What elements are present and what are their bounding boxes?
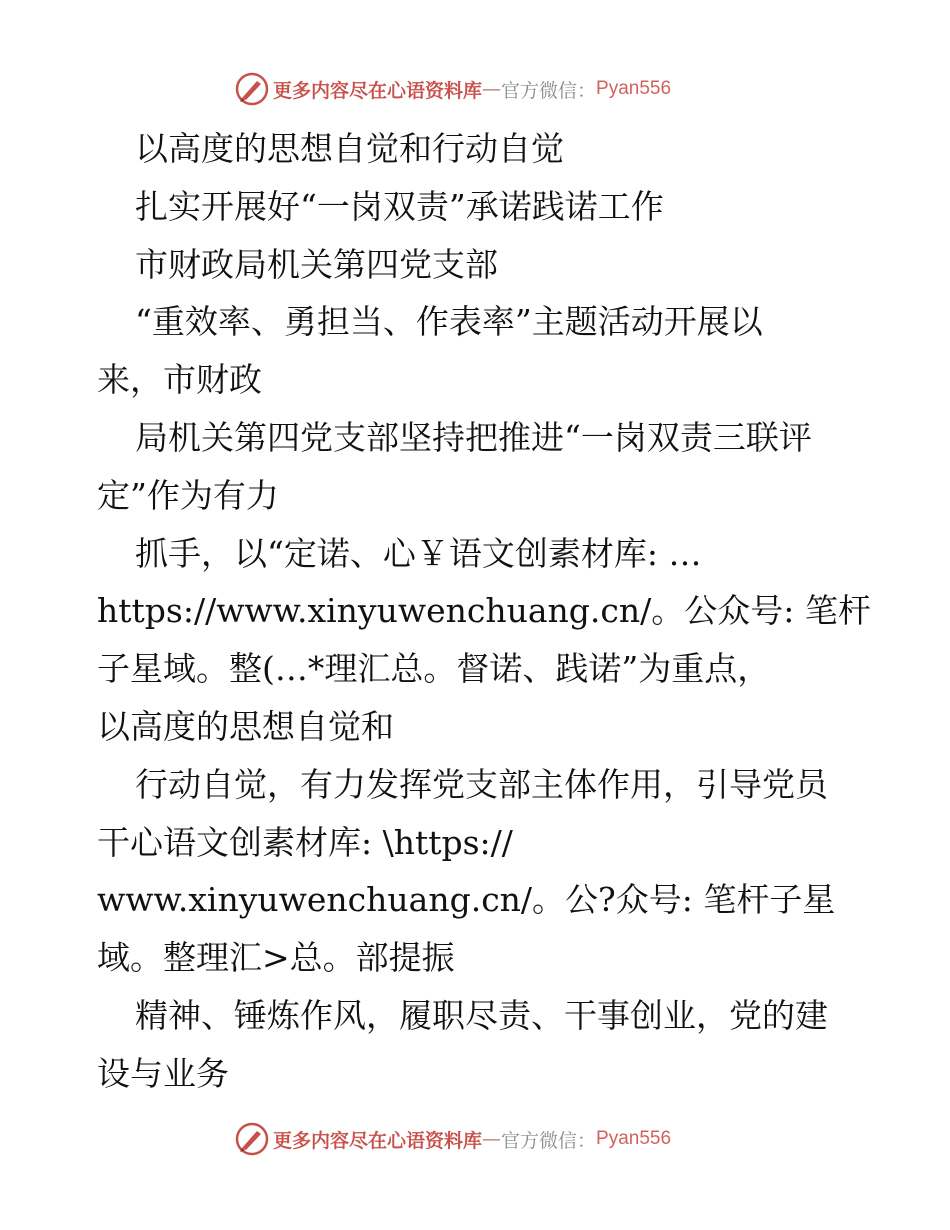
text-line: 精神、锤炼作风，履职尽责、干事创业，党的建 xyxy=(135,995,828,1035)
text-line: 市财政局机关第四党支部 xyxy=(135,244,498,284)
text-line: 域。整理汇>总。部提振 xyxy=(97,938,455,978)
footer-wechat-label: 官方微信： xyxy=(501,1129,597,1152)
text-line: 设与业务 xyxy=(97,1053,229,1093)
header-banner xyxy=(235,72,715,106)
text-line: 抓手，以“定诺、心￥语文创素材库: … xyxy=(135,533,702,573)
footer-wechat-id: Pyan556 xyxy=(596,1128,672,1149)
text-line: 以高度的思想自觉和行动自觉 xyxy=(135,129,564,168)
footer-brand-text: 更多内容尽在心语资料库 xyxy=(273,1129,483,1152)
text-line: 干心语文创素材库: \https:// xyxy=(97,822,513,862)
text-line: 定”作为有力 xyxy=(97,475,279,515)
footer-separator: — xyxy=(482,1128,502,1150)
text-line: 行动自觉，有力发挥党支部主体作用，引导党员 xyxy=(135,764,828,804)
text-line: 局机关第四党支部坚持把推进“一岗双责三联评 xyxy=(135,417,812,457)
pen-logo-icon xyxy=(235,72,269,106)
text-line: 以高度的思想自觉和 xyxy=(97,706,394,746)
pen-logo-icon xyxy=(235,1122,269,1156)
document-body xyxy=(97,120,871,1103)
text-line: https://www.xinyuwenchuang.cn/。公众号: 笔杆 xyxy=(97,591,871,631)
text-line: 来，市财政 xyxy=(97,360,262,400)
text-line: 扎实开展好“一岗双责”承诺践诺工作 xyxy=(135,186,664,226)
header-brand-text: 更多内容尽在心语资料库 xyxy=(273,79,483,102)
header-wechat-label: 官方微信： xyxy=(501,79,597,102)
text-line: “重效率、勇担当、作表率”主题活动开展以 xyxy=(135,302,763,342)
text-line: 子星域。整(…*理汇总。督诺、践诺”为重点， xyxy=(97,649,771,689)
footer-banner xyxy=(235,1122,715,1156)
header-separator: — xyxy=(482,78,502,100)
header-wechat-id: Pyan556 xyxy=(596,78,672,99)
text-line: www.xinyuwenchuang.cn/。公?众号: 笔杆子星 xyxy=(97,880,836,920)
